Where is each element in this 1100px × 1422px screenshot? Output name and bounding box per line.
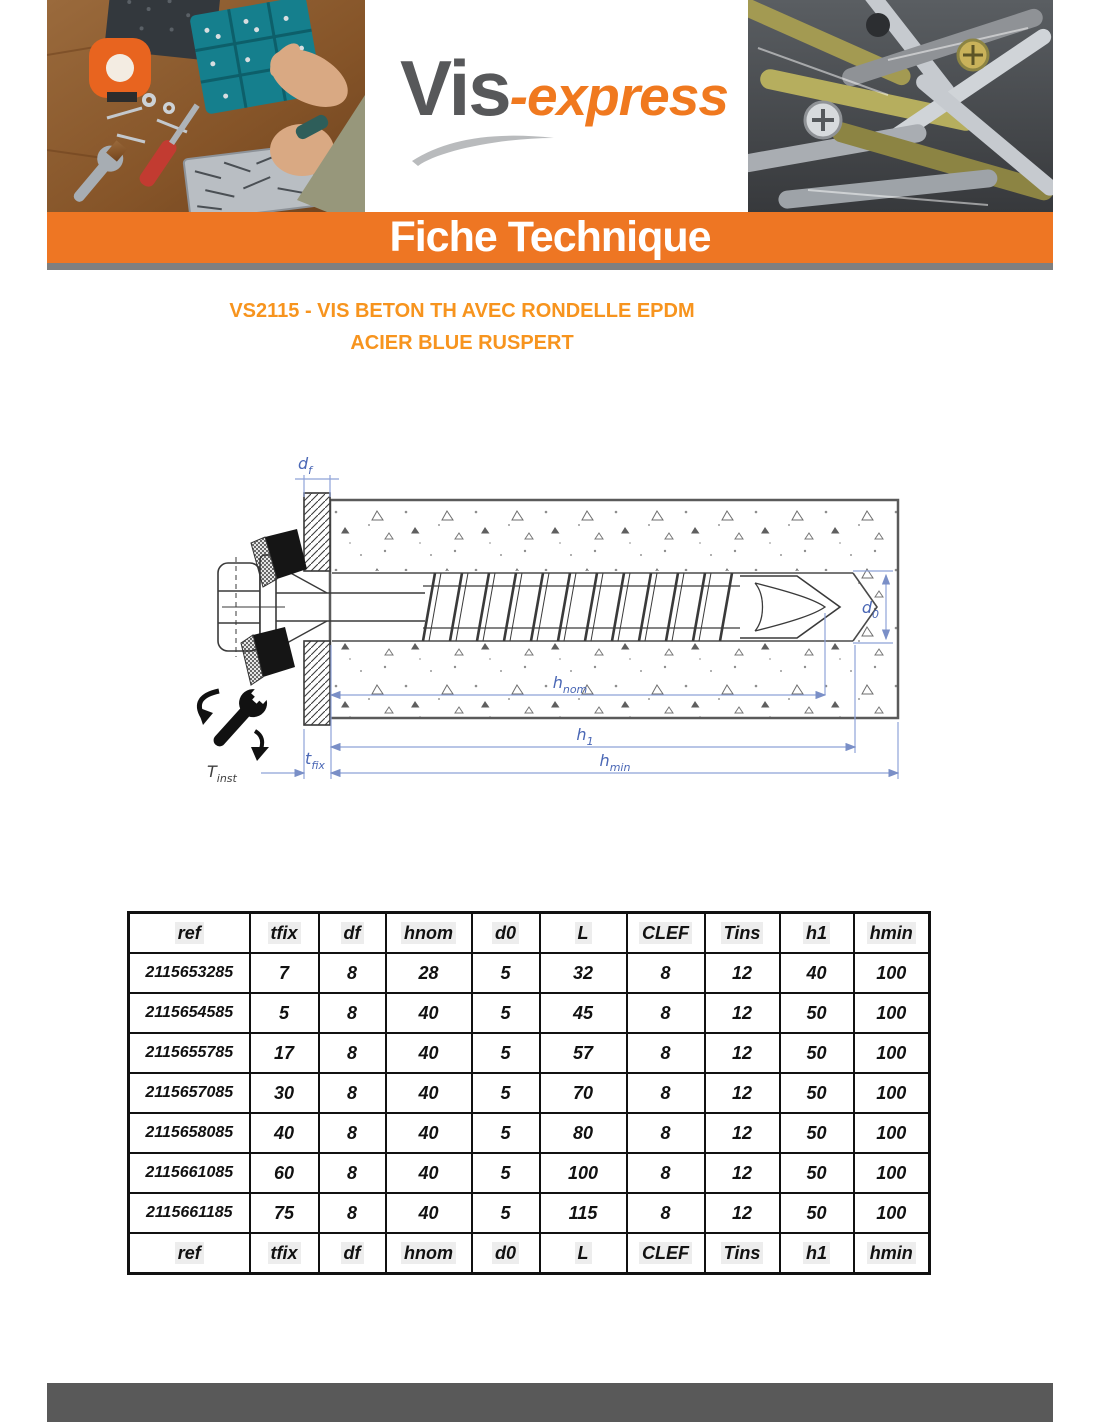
cell: 5: [472, 1153, 540, 1193]
cell: 100: [854, 1153, 930, 1193]
cell: 50: [780, 1113, 854, 1153]
cell: 100: [854, 953, 930, 993]
cell: 8: [319, 1073, 386, 1113]
cell-ref: 2115658085: [129, 1113, 250, 1153]
cell: 8: [319, 1153, 386, 1193]
cell: 30: [250, 1073, 319, 1113]
footer-header-d0: d0: [472, 1233, 540, 1274]
table-header-row: [129, 913, 930, 954]
cell: 50: [780, 1153, 854, 1193]
cell: 115: [540, 1193, 627, 1233]
table-footer-row: [129, 1233, 930, 1274]
cell: 5: [250, 993, 319, 1033]
cell: 8: [627, 993, 705, 1033]
col-header-hnom: hnom: [386, 913, 472, 954]
cell: 12: [705, 993, 780, 1033]
fixture-plate: [304, 493, 330, 725]
cell: 5: [472, 1113, 540, 1153]
workbench-photo: [47, 0, 365, 212]
cell: 50: [780, 1193, 854, 1233]
table-row: [129, 1153, 930, 1193]
cell-ref: 2115653285: [129, 953, 250, 993]
cell: 100: [854, 993, 930, 1033]
cell: 8: [319, 1033, 386, 1073]
cell: 12: [705, 1073, 780, 1113]
logo-swoosh: [408, 128, 558, 168]
spec-table: [127, 911, 931, 1275]
cell: 40: [386, 1033, 472, 1073]
screws-photo: [748, 0, 1053, 212]
table-row: [129, 1193, 930, 1233]
cell: 80: [540, 1113, 627, 1153]
banner-strip: [47, 263, 1053, 270]
table-row: [129, 1113, 930, 1153]
footer-header-L: L: [540, 1233, 627, 1274]
footer-header-ref: ref: [129, 1233, 250, 1274]
cell: 50: [780, 1033, 854, 1073]
technical-diagram: [185, 445, 925, 795]
footer-header-hnom: hnom: [386, 1233, 472, 1274]
cell: 100: [854, 1193, 930, 1233]
label-hnom: $h_{nom}$: [552, 673, 588, 696]
logo-text-express: -express: [509, 65, 728, 127]
label-h1: $h_1$: [576, 725, 594, 748]
cell: 40: [386, 1153, 472, 1193]
cell: 12: [705, 1153, 780, 1193]
col-header-d0: d0: [472, 913, 540, 954]
cell: 5: [472, 1193, 540, 1233]
cell: 60: [250, 1153, 319, 1193]
cell: 8: [627, 1193, 705, 1233]
cell: 70: [540, 1073, 627, 1113]
label-d0: $d_0$: [861, 598, 879, 621]
cell: 8: [627, 1073, 705, 1113]
cell: 45: [540, 993, 627, 1033]
cell: 5: [472, 1033, 540, 1073]
cell: 8: [627, 1033, 705, 1073]
logo-text-vis: Vis: [400, 44, 510, 132]
cell: 100: [540, 1153, 627, 1193]
cell: 8: [627, 1113, 705, 1153]
footer-header-h1: h1: [780, 1233, 854, 1274]
cell: 12: [705, 1033, 780, 1073]
footer-header-tins: Tins: [705, 1233, 780, 1274]
col-header-tfix: tfix: [250, 913, 319, 954]
cell: 50: [780, 993, 854, 1033]
cell-ref: 2115657085: [129, 1073, 250, 1113]
cell: 12: [705, 1193, 780, 1233]
label-tinst: $T_{inst}$: [207, 762, 237, 785]
cell: 40: [386, 1193, 472, 1233]
cell: 12: [705, 953, 780, 993]
cell: 40: [250, 1113, 319, 1153]
table-row: [129, 953, 930, 993]
cell: 75: [250, 1193, 319, 1233]
cell: 8: [627, 953, 705, 993]
cell: 8: [319, 953, 386, 993]
table-row: [129, 1073, 930, 1113]
footer-header-tfix: tfix: [250, 1233, 319, 1274]
cell: 100: [854, 1033, 930, 1073]
cell: 5: [472, 993, 540, 1033]
label-hmin: $h_{min}$: [599, 751, 631, 774]
col-header-tins: Tins: [705, 913, 780, 954]
footer-bar: [47, 1383, 1053, 1422]
label-tfix: $t_{fix}$: [305, 749, 325, 772]
col-header-L: L: [540, 913, 627, 954]
col-header-clef: CLEF: [627, 913, 705, 954]
cell-ref: 2115654585: [129, 993, 250, 1033]
cell-ref: 2115661185: [129, 1193, 250, 1233]
table-row: [129, 993, 930, 1033]
footer-header-hmin: hmin: [854, 1233, 930, 1274]
torque-wrench-icon: [197, 676, 280, 761]
cell: 32: [540, 953, 627, 993]
cell: 8: [319, 1113, 386, 1153]
cell: 28: [386, 953, 472, 993]
col-header-hmin: hmin: [854, 913, 930, 954]
table-row: [129, 1033, 930, 1073]
product-title-line2: ACIER BLUE RUSPERT: [350, 332, 574, 354]
col-header-h1: h1: [780, 913, 854, 954]
cell: 7: [250, 953, 319, 993]
cell: 40: [386, 993, 472, 1033]
cell-ref: 2115661085: [129, 1153, 250, 1193]
col-header-ref: ref: [129, 913, 250, 954]
tape-measure: [89, 38, 151, 102]
cell: 50: [780, 1073, 854, 1113]
label-df: $d_f$: [297, 454, 313, 477]
cell: 100: [854, 1113, 930, 1153]
product-title-line1: VS2115 - VIS BETON TH AVEC RONDELLE EPDM: [229, 300, 695, 322]
cell: 40: [386, 1073, 472, 1113]
cell: 5: [472, 953, 540, 993]
cell: 8: [627, 1153, 705, 1193]
banner-title: Fiche Technique: [47, 212, 1053, 263]
cell: 100: [854, 1073, 930, 1113]
product-title: [47, 295, 877, 359]
cell: 40: [386, 1113, 472, 1153]
cell: 5: [472, 1073, 540, 1113]
cell: 8: [319, 993, 386, 1033]
cell: 57: [540, 1033, 627, 1073]
footer-header-clef: CLEF: [627, 1233, 705, 1274]
cell: 8: [319, 1193, 386, 1233]
footer-header-df: df: [319, 1233, 386, 1274]
cell: 12: [705, 1113, 780, 1153]
cell: 17: [250, 1033, 319, 1073]
cell-ref: 2115655785: [129, 1033, 250, 1073]
spec-table-wrap: [127, 911, 931, 1275]
col-header-df: df: [319, 913, 386, 954]
cell: 40: [780, 953, 854, 993]
